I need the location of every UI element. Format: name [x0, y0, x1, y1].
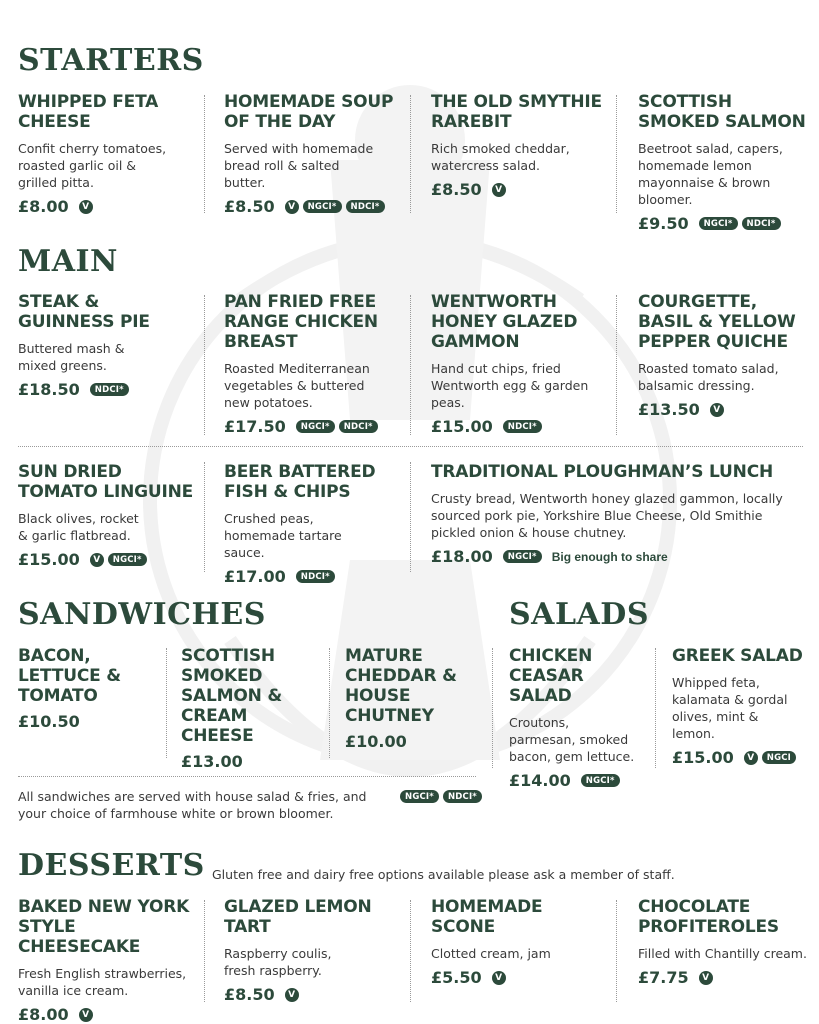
menu-item [509, 646, 649, 790]
vegetarian-badge: V [90, 553, 104, 567]
item-desc: Roasted Mediterranean vegetables & buttered new potatoes. [224, 361, 370, 410]
item-desc: Black olives, rocket & garlic flatbread. [18, 511, 139, 543]
vegetarian-badge: V [744, 751, 758, 765]
item-desc: Rich smoked cheddar, watercress salad. [431, 141, 570, 173]
ndci-badge: NDCI* [742, 217, 781, 230]
item-desc: Clotted cream, jam [431, 946, 551, 961]
section-title-salads: SALADS [509, 597, 649, 632]
section-title-sandwiches: SANDWICHES [18, 597, 266, 632]
ndci-badge: NDCI* [346, 200, 385, 213]
sandwich-note: All sandwiches are served with house salad & fries, and your choice of farmhouse white or brown bloomer. [18, 789, 367, 821]
menu-item [638, 92, 816, 233]
item-name: TRADITIONAL PLOUGHMAN’S LUNCH [431, 462, 773, 482]
item-name: HOMEMADE SCONE [431, 897, 543, 937]
item-price: £17.00 [224, 567, 286, 586]
vegetarian-badge: V [710, 403, 724, 417]
item-desc: Filled with Chantilly cream. [638, 946, 807, 961]
item-name: THE OLD SMYTHIE RAREBIT [431, 92, 602, 132]
item-price: £17.50 [224, 417, 286, 436]
ndci-badge: NDCI* [503, 420, 542, 433]
section-title-desserts: DESSERTS [18, 848, 205, 883]
item-name: GREEK SALAD [672, 646, 803, 666]
item-name: BACON, LETTUCE & TOMATO [18, 646, 121, 706]
menu-item [224, 462, 414, 586]
item-price: £15.00 [431, 417, 493, 436]
item-name: MATURE CHEDDAR & HOUSE CHUTNEY [345, 646, 457, 726]
menu-item [431, 292, 621, 436]
ngci-badge: NGCI* [581, 774, 620, 787]
item-desc: Whipped feta, kalamata & gordal olives, mint & lemon. [672, 675, 788, 741]
item-name: HOMEMADE SOUP OF THE DAY [224, 92, 394, 132]
ngci-badge: NGCI* [400, 790, 439, 803]
ngci-badge: NGCI [762, 751, 796, 764]
item-price: £5.50 [431, 968, 482, 987]
item-price: £15.00 [18, 550, 80, 569]
menu-item [224, 292, 414, 436]
item-price: £18.00 [431, 547, 493, 566]
menu-item [18, 92, 208, 216]
item-price: £18.50 [18, 380, 80, 399]
menu-item [431, 897, 621, 987]
menu-item [345, 646, 485, 751]
menu-item [431, 92, 621, 199]
item-price: £15.00 [672, 748, 734, 767]
menu-item [672, 646, 812, 767]
ngci-badge: NGCI* [699, 217, 738, 230]
menu-item [638, 292, 816, 419]
item-price: £14.00 [509, 771, 571, 790]
ndci-badge: NDCI* [90, 383, 129, 396]
dessert-note: Gluten free and dairy free options available please ask a member of staff. [212, 867, 675, 882]
vegetarian-badge: V [285, 200, 299, 214]
item-price: £13.50 [638, 400, 700, 419]
share-note: Big enough to share [551, 549, 668, 564]
item-price: £10.50 [18, 712, 80, 731]
item-price: £9.50 [638, 214, 689, 233]
item-desc: Hand cut chips, fried Wentworth egg & garden peas. [431, 361, 589, 410]
item-price: £7.75 [638, 968, 689, 987]
item-name: GLAZED LEMON TART [224, 897, 372, 937]
vegetarian-badge: V [79, 200, 93, 214]
item-desc: Fresh English strawberries, vanilla ice cream. [18, 966, 187, 998]
vegetarian-badge: V [79, 1008, 93, 1022]
menu-item [431, 462, 803, 566]
item-desc: Croutons, parmesan, smoked bacon, gem lettuce. [509, 715, 635, 764]
item-price: £13.00 [181, 752, 243, 771]
item-name: CHOCOLATE PROFITEROLES [638, 897, 779, 937]
ndci-badge: NDCI* [296, 570, 335, 583]
ngci-badge: NGCI* [503, 550, 542, 563]
item-price: £8.00 [18, 197, 69, 216]
item-name: SCOTTISH SMOKED SALMON & CREAM CHEESE [181, 646, 282, 746]
item-desc: Buttered mash & mixed greens. [18, 341, 125, 373]
menu-item [18, 462, 208, 569]
item-price: £8.50 [224, 985, 275, 1004]
menu-item [18, 646, 158, 731]
ndci-badge: NDCI* [339, 420, 378, 433]
section-title-starters: STARTERS [18, 43, 204, 78]
item-name: PAN FRIED FREE RANGE CHICKEN BREAST [224, 292, 378, 352]
item-desc: Crushed peas, homemade tartare sauce. [224, 511, 342, 560]
menu-item [181, 646, 321, 771]
item-name: SUN DRIED TOMATO LINGUINE [18, 462, 194, 502]
vegetarian-badge: V [699, 971, 713, 985]
item-price: £8.50 [431, 180, 482, 199]
item-desc: Beetroot salad, capers, homemade lemon mayonnaise & brown bloomer. [638, 141, 783, 207]
item-name: CHICKEN CEASAR SALAD [509, 646, 593, 706]
section-title-main: MAIN [18, 244, 118, 279]
item-desc: Confit cherry tomatoes, roasted garlic oil & grilled pitta. [18, 141, 167, 190]
sandwich-note-badges [400, 790, 482, 803]
item-name: BEER BATTERED FISH & CHIPS [224, 462, 376, 502]
item-desc: Crusty bread, Wentworth honey glazed gammon, locally sourced pork pie, Yorkshire Blue Cheese, Old Smithie pickled onion & house chutney. [431, 491, 783, 540]
ngci-badge: NGCI* [108, 553, 147, 566]
item-name: WHIPPED FETA CHEESE [18, 92, 159, 132]
menu-item [18, 897, 208, 1024]
vegetarian-badge: V [285, 988, 299, 1002]
item-price: £10.00 [345, 732, 407, 751]
item-desc: Roasted tomato salad, balsamic dressing. [638, 361, 779, 393]
menu-item [224, 897, 414, 1004]
item-name: COURGETTE, BASIL & YELLOW PEPPER QUICHE [638, 292, 796, 352]
ndci-badge: NDCI* [443, 790, 482, 803]
menu-item [18, 292, 208, 399]
vegetarian-badge: V [492, 183, 506, 197]
menu-item [638, 897, 816, 987]
item-desc: Raspberry coulis, fresh raspberry. [224, 946, 332, 978]
item-price: £8.00 [18, 1005, 69, 1024]
item-name: WENTWORTH HONEY GLAZED GAMMON [431, 292, 578, 352]
item-price: £8.50 [224, 197, 275, 216]
item-name: SCOTTISH SMOKED SALMON [638, 92, 806, 132]
menu-item [224, 92, 414, 216]
item-name: BAKED NEW YORK STYLE CHEESECAKE [18, 897, 190, 957]
ngci-badge: NGCI* [296, 420, 335, 433]
item-desc: Served with homemade bread roll & salted butter. [224, 141, 374, 190]
item-name: STEAK & GUINNESS PIE [18, 292, 150, 332]
ngci-badge: NGCI* [303, 200, 342, 213]
vegetarian-badge: V [492, 971, 506, 985]
